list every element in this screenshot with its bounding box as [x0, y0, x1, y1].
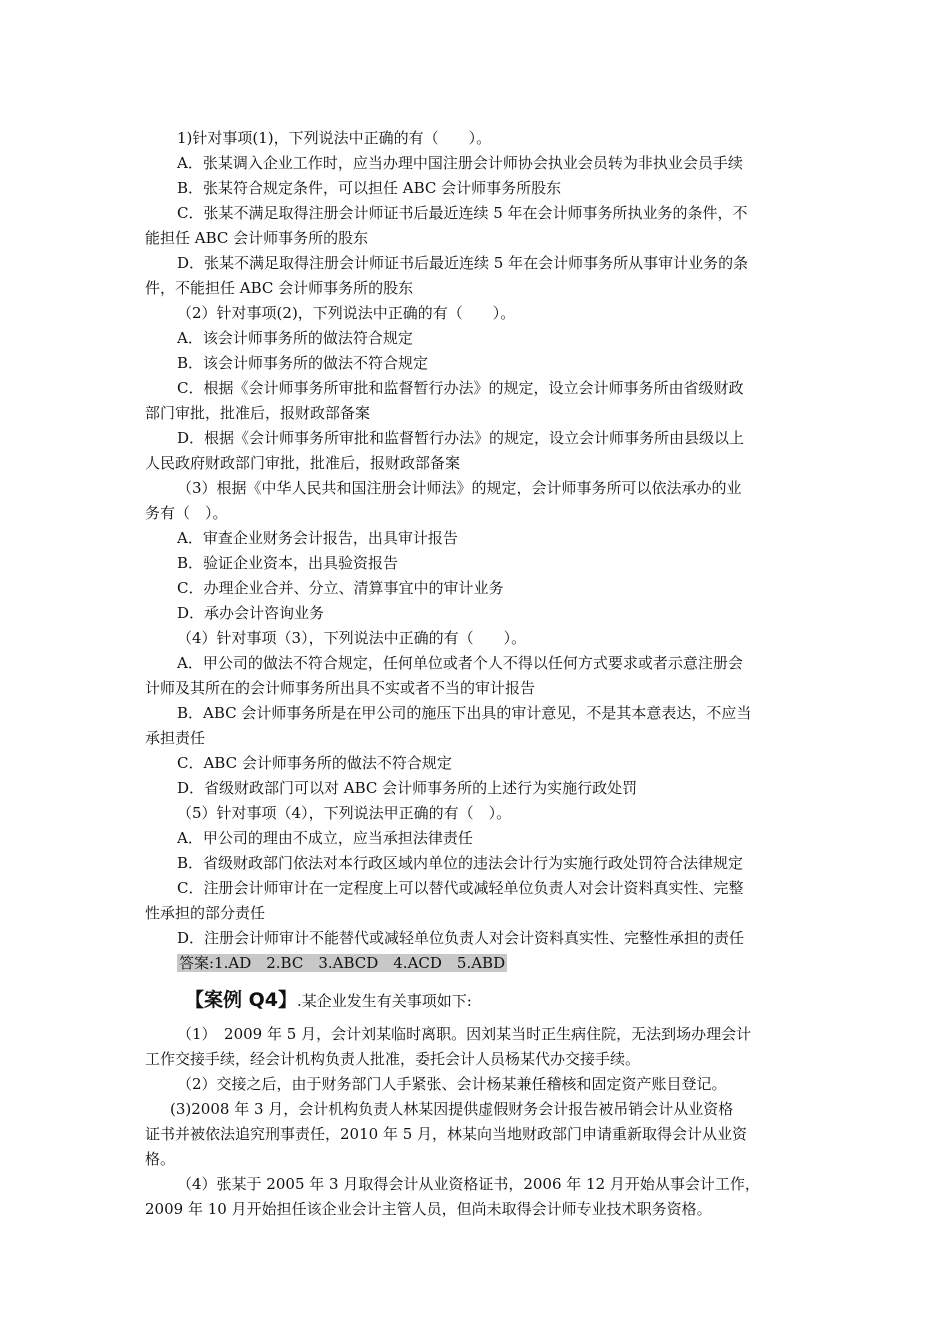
answer-line [177, 953, 507, 973]
case-title: 【案例 Q4】 [185, 989, 297, 1011]
case-item-1: （1） 2009 年 5 月，会计刘某临时离职。因刘某当时正生病住院，无法到场办理会计 [177, 1025, 752, 1043]
q1-option-c-cont: 能担任 ABC 会计师事务所的股东 [145, 229, 369, 247]
q2-option-a: A．该会计师事务所的做法符合规定 [177, 329, 413, 347]
q4-option-a-cont: 计师及其所在的会计师事务所出具不实或者不当的审计报告 [145, 679, 536, 697]
q5-stem: （5）针对事项（4），下列说法甲正确的有（ ）。 [177, 804, 512, 822]
q4-stem: （4）针对事项（3），下列说法中正确的有（ ）。 [177, 629, 527, 647]
q3-stem: （3）根据《中华人民共和国注册会计师法》的规定，会计师事务所可以依法承办的业 [177, 479, 742, 497]
q1-option-d-cont: 件，不能担任 ABC 会计师事务所的股东 [145, 279, 414, 297]
case-item-4-cont: 2009 年 10 月开始担任该企业会计主管人员，但尚未取得会计师专业技术职务资格。 [145, 1200, 712, 1218]
q5-option-c-cont: 性承担的部分责任 [145, 904, 266, 922]
case-item-3-cont2: 格。 [145, 1150, 176, 1168]
q4-option-d: D．省级财政部门可以对 ABC 会计师事务所的上述行为实施行政处罚 [177, 779, 638, 797]
answer-highlight: 答案:1.AD 2.BC 3.ABCD 4.ACD 5.ABD [179, 954, 506, 972]
case-item-3: (3)2008 年 3 月，会计机构负责人林某因提供虚假财务会计报告被吊销会计从业资格 [170, 1100, 734, 1118]
case-heading [185, 987, 472, 1013]
q2-stem: （2）针对事项(2)，下列说法中正确的有（ ）。 [177, 304, 516, 322]
case-intro: .某企业发生有关事项如下: [297, 992, 472, 1010]
q5-option-b: B．省级财政部门依法对本行政区域内单位的违法会计行为实施行政处罚符合法律规定 [177, 854, 744, 872]
q3-option-b: B．验证企业资本，出具验资报告 [177, 554, 399, 572]
q3-option-d: D．承办会计咨询业务 [177, 604, 325, 622]
case-item-1-cont: 工作交接手续，经会计机构负责人批准，委托会计人员杨某代办交接手续。 [145, 1050, 641, 1068]
q1-option-d: D．张某不满足取得注册会计师证书后最近连续 5 年在会计师事务所从事审计业务的条 [177, 254, 749, 272]
q4-option-b: B．ABC 会计师事务所是在甲公司的施压下出具的审计意见，不是其本意表达，不应当 [177, 704, 752, 722]
q1-option-a: A．张某调入企业工作时，应当办理中国注册会计师协会执业会员转为非执业会员手续 [177, 154, 743, 172]
case-item-4: （4）张某于 2005 年 3 月取得会计从业资格证书，2006 年 12 月开始从事会计工作， [177, 1175, 760, 1193]
q3-option-c: C．办理企业合并、分立、清算事宜中的审计业务 [177, 579, 504, 597]
q5-option-c: C．注册会计师审计在一定程度上可以替代或减轻单位负责人对会计资料真实性、完整 [177, 879, 744, 897]
q5-option-a: A．甲公司的理由不成立，应当承担法律责任 [177, 829, 473, 847]
q1-option-c: C．张某不满足取得注册会计师证书后最近连续 5 年在会计师事务所执业务的条件，不 [177, 204, 748, 222]
q4-option-b-cont: 承担责任 [145, 729, 206, 747]
q2-option-d-cont: 人民政府财政部门审批，批准后，报财政部备案 [145, 454, 461, 472]
q3-option-a: A．审查企业财务会计报告，出具审计报告 [177, 529, 458, 547]
q4-option-c: C．ABC 会计师事务所的做法不符合规定 [177, 754, 452, 772]
q5-option-d: D．注册会计师审计不能替代或减轻单位负责人对会计资料真实性、完整性承担的责任 [177, 929, 745, 947]
q2-option-b: B．该会计师事务所的做法不符合规定 [177, 354, 429, 372]
q2-option-c: C．根据《会计师事务所审批和监督暂行办法》的规定，设立会计师事务所由省级财政 [177, 379, 744, 397]
case-item-3-cont: 证书并被依法追究刑事责任，2010 年 5 月，林某向当地财政部门申请重新取得会计从业资 [145, 1125, 748, 1143]
q2-option-c-cont: 部门审批，批准后，报财政部备案 [145, 404, 371, 422]
case-item-2: （2）交接之后，由于财务部门人手紧张、会计杨某兼任稽核和固定资产账目登记。 [177, 1075, 727, 1093]
q4-option-a: A．甲公司的做法不符合规定，任何单位或者个人不得以任何方式要求或者示意注册会 [177, 654, 743, 672]
q3-stem-cont: 务有（ ）。 [145, 504, 228, 522]
q1-stem: 1)针对事项(1)，下列说法中正确的有（ ）。 [177, 129, 492, 147]
q1-option-b: B．张某符合规定条件，可以担任 ABC 会计师事务所股东 [177, 179, 562, 197]
q2-option-d: D．根据《会计师事务所审批和监督暂行办法》的规定，设立会计师事务所由县级以上 [177, 429, 745, 447]
